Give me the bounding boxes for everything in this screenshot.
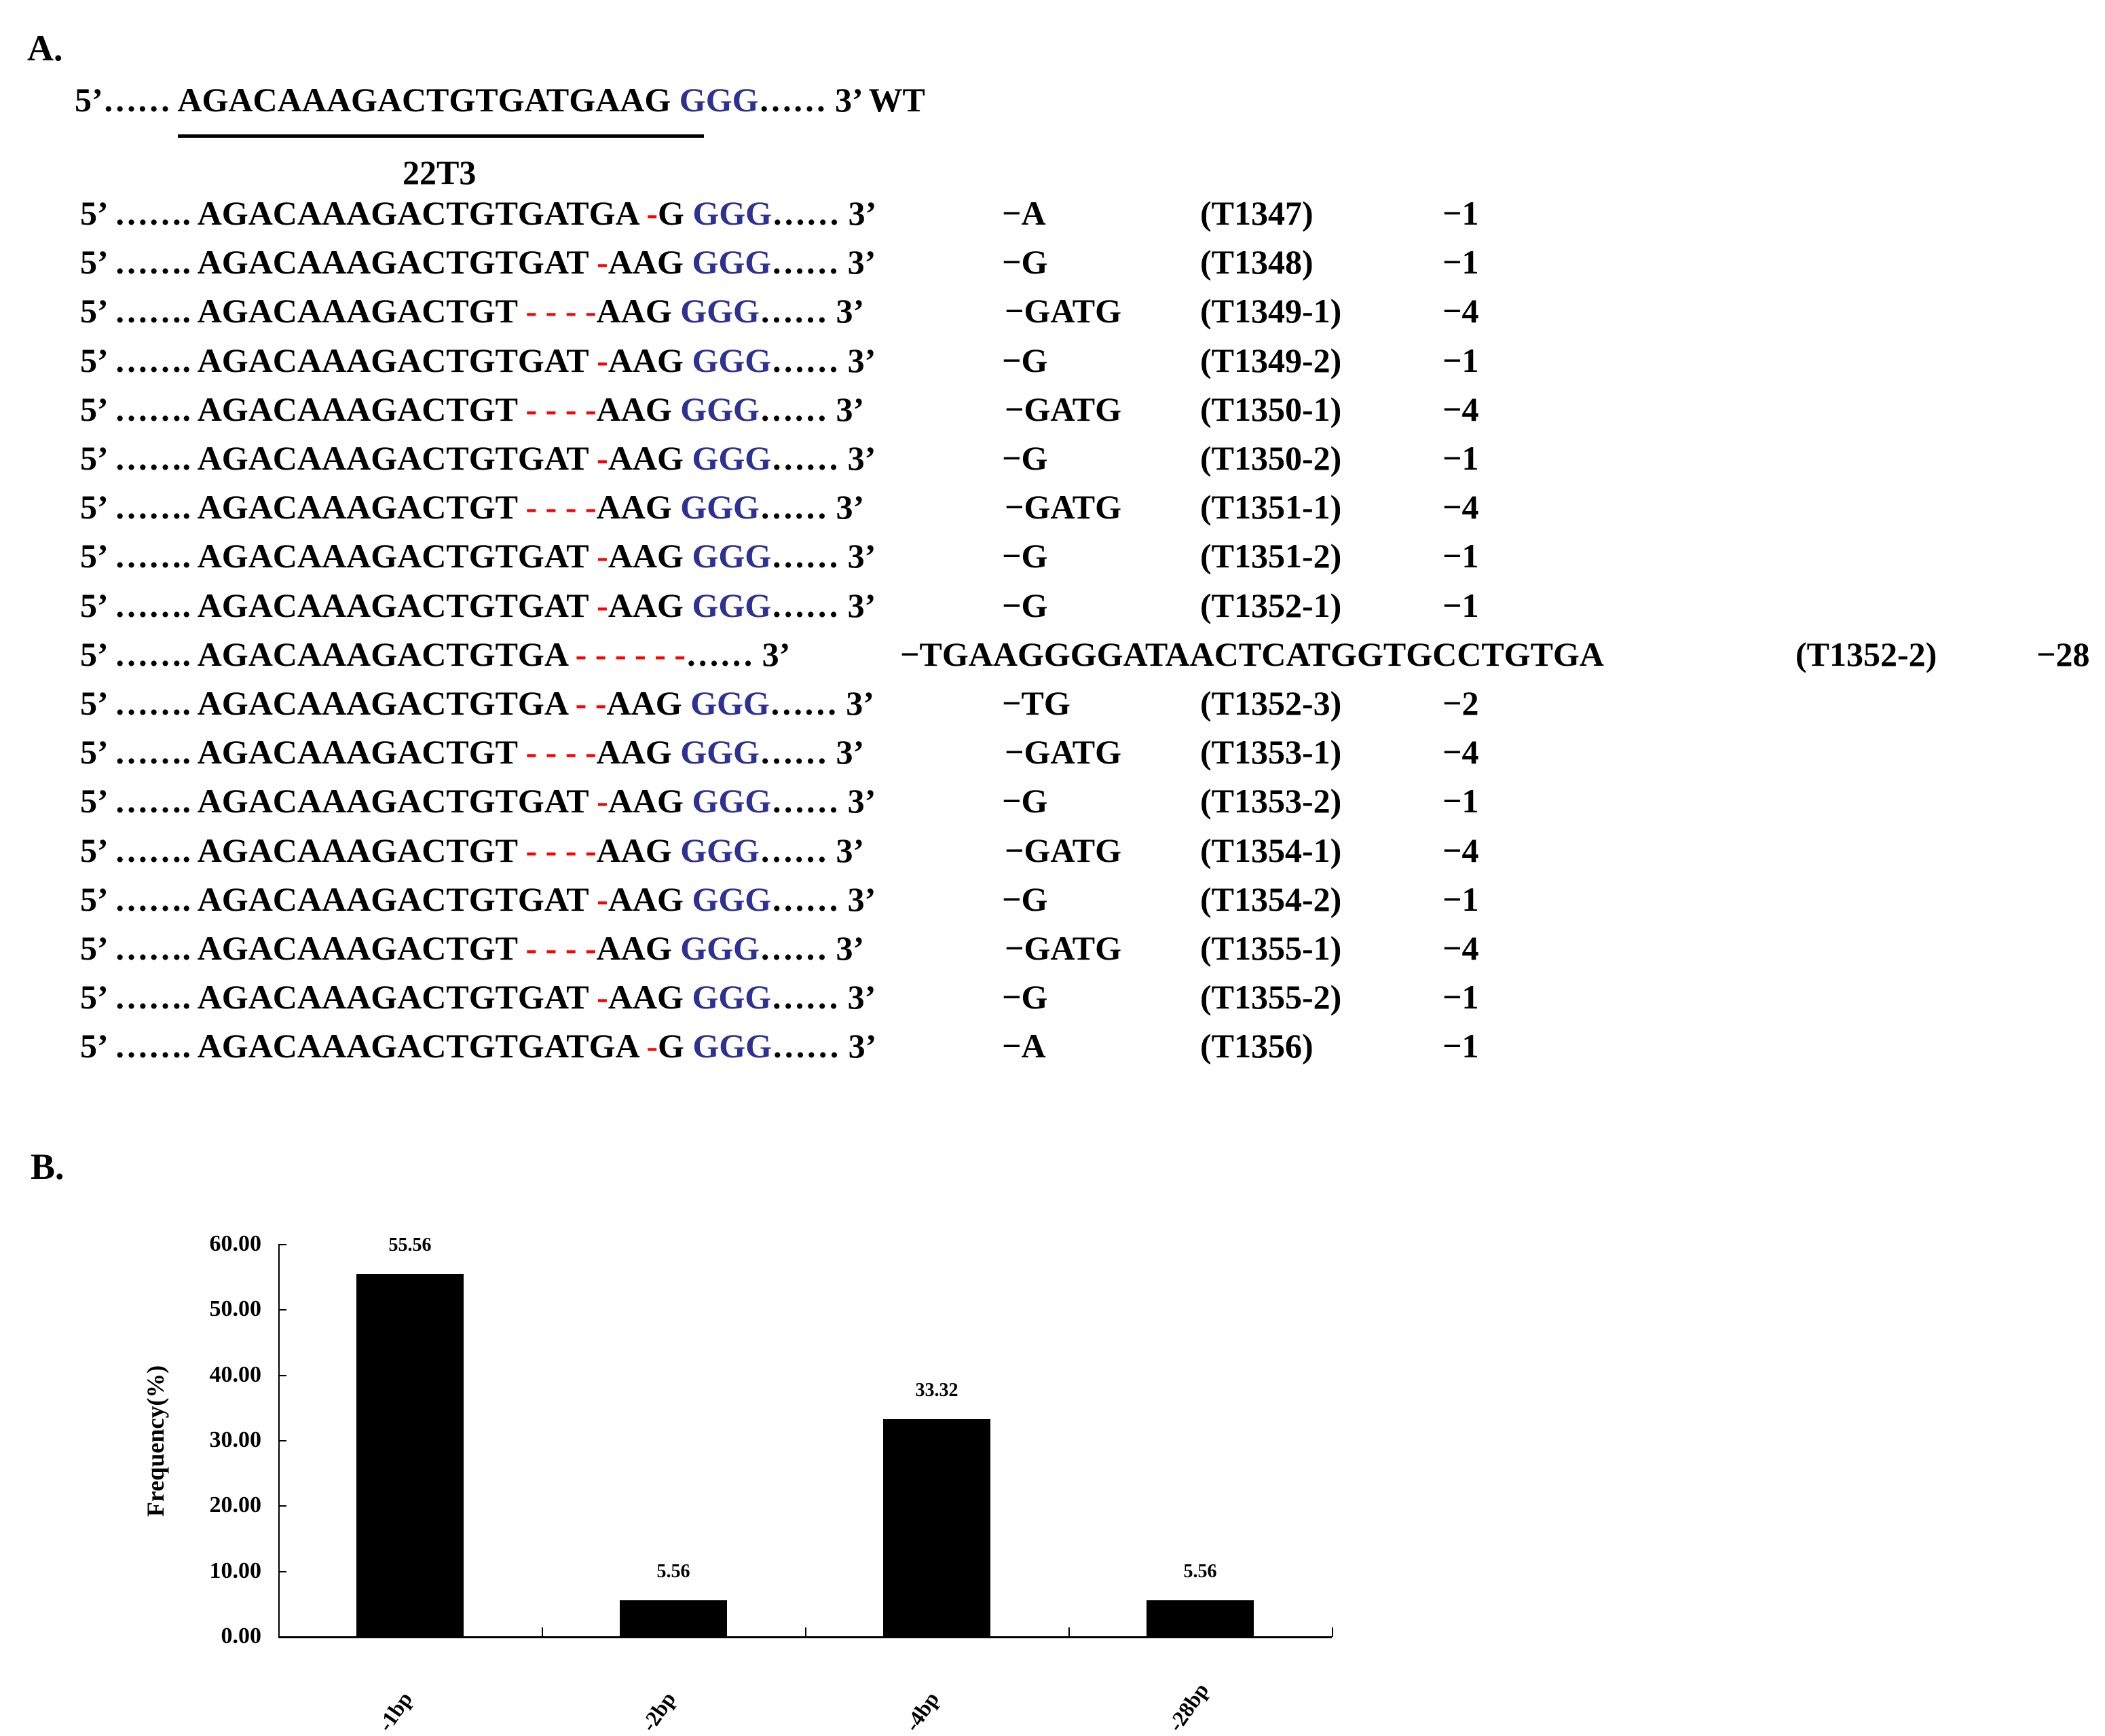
deletion-gap: - (588, 880, 608, 918)
clone-id: (T1354-2) (1200, 880, 1342, 918)
seq-post: AAG (606, 684, 682, 722)
clone-id: (T1351-1) (1200, 488, 1342, 527)
row-prefix: 5’ ……. (80, 439, 198, 477)
mutant-sequence (80, 635, 790, 674)
seq-post: AAG (608, 782, 684, 820)
row-suffix: …… 3’ (759, 733, 865, 772)
deletion-size: −4 (1442, 929, 1479, 967)
y-tick-label: 20.00 (209, 1492, 261, 1518)
seq-pre: AGACAAAGACTGTGAT (197, 243, 589, 282)
mutant-sequence (80, 683, 874, 723)
seq-pre: AGACAAAGACTGTGAT (197, 439, 589, 477)
y-tick (278, 1440, 286, 1441)
bar--4bp (883, 1419, 990, 1637)
y-tick (278, 1244, 286, 1245)
deleted-bases: −G (1002, 880, 1048, 918)
seq-post: AAG (608, 243, 684, 282)
deletion-size: −1 (1442, 782, 1479, 820)
pam: GGG (684, 194, 772, 232)
row-prefix: 5’ ……. (80, 684, 198, 722)
row-prefix: 5’ ……. (80, 537, 198, 575)
pam: GGG (682, 684, 770, 722)
mutant-sequence (80, 438, 876, 478)
seq-post: AAG (608, 341, 684, 379)
target-underline (178, 134, 704, 138)
row-prefix: 5’ ……. (80, 194, 198, 232)
row-suffix: …… 3’ (771, 439, 876, 477)
clone-id: (T1349-1) (1200, 292, 1342, 331)
row-prefix: 5’ ……. (80, 635, 198, 673)
pam: GGG (683, 586, 772, 624)
pam: GGG (683, 880, 772, 918)
deleted-bases: −TG (1002, 684, 1070, 722)
pam: GGG (683, 782, 772, 820)
seq-pre: AGACAAAGACTGTGA (197, 684, 567, 722)
seq-pre: AGACAAAGACTGTGAT (197, 341, 589, 379)
deletion-size: −28 (2036, 635, 2090, 673)
deletion-size: −2 (1442, 684, 1479, 722)
deletion-size: −1 (1442, 586, 1479, 624)
row-prefix: 5’ ……. (80, 243, 198, 282)
deletion-size: −1 (1442, 1027, 1479, 1065)
wt-prefix: 5’…… (75, 81, 171, 119)
deletion-gap: - (637, 1027, 658, 1065)
panel-b-label: B. (31, 1146, 64, 1187)
mutant-sequence (80, 928, 864, 968)
deletion-gap: - - - - - - (567, 635, 686, 673)
clone-id: (T1349-2) (1200, 341, 1342, 379)
seq-post: AAG (608, 978, 684, 1017)
seq-post: AAG (596, 292, 672, 331)
deleted-bases: −G (1002, 586, 1048, 624)
row-suffix: …… 3’ (771, 782, 876, 820)
seq-pre: AGACAAAGACTGTGAT (197, 537, 589, 575)
clone-id: (T1348) (1200, 243, 1314, 282)
bar--28bp (1147, 1600, 1254, 1637)
x-tick-label: -1bp (373, 1687, 417, 1736)
seq-pre: AGACAAAGACTGT (197, 733, 518, 772)
mutant-sequence (80, 831, 864, 870)
deletion-size: −4 (1442, 488, 1479, 527)
mutant-sequence (80, 536, 876, 575)
row-prefix: 5’ ……. (80, 1027, 198, 1065)
deletion-gap: - (588, 243, 608, 282)
deleted-bases: −A (1002, 1027, 1046, 1065)
clone-id: (T1355-1) (1200, 929, 1342, 967)
seq-post: G (657, 1027, 684, 1065)
clone-id: (T1350-2) (1200, 439, 1342, 477)
x-tick-label: -28bp (1163, 1678, 1214, 1736)
row-suffix: …… 3’ (771, 341, 876, 379)
seq-post: AAG (608, 439, 684, 477)
clone-id: (T1352-2) (1795, 635, 1937, 673)
deleted-bases: −GATG (1005, 292, 1122, 331)
seq-post: AAG (596, 390, 672, 428)
bar-value-label: 33.32 (915, 1380, 958, 1401)
x-tick (1332, 1627, 1333, 1637)
row-suffix: …… 3’ (759, 929, 865, 967)
row-prefix: 5’ ……. (80, 929, 198, 967)
y-axis-label: Frequency(%) (142, 1365, 169, 1517)
clone-id: (T1353-2) (1200, 782, 1342, 820)
row-suffix: …… 3’ (772, 1027, 877, 1065)
deletion-gap: - - - - (517, 292, 597, 331)
seq-pre: AGACAAAGACTGTGATGA (197, 1027, 638, 1065)
deletion-gap: - (637, 194, 658, 232)
mutant-sequence (80, 291, 864, 331)
seq-pre: AGACAAAGACTGT (197, 929, 518, 967)
mutant-sequence (80, 487, 864, 527)
deletion-gap: - (588, 782, 608, 820)
seq-post: AAG (596, 733, 672, 772)
y-tick (278, 1309, 286, 1310)
row-prefix: 5’ ……. (80, 586, 198, 624)
seq-post: AAG (608, 586, 684, 624)
x-tick (542, 1627, 543, 1637)
mutant-sequence (80, 341, 876, 380)
seq-pre: AGACAAAGACTGTGA (197, 635, 567, 673)
seq-post: AAG (596, 831, 672, 869)
row-prefix: 5’ ……. (80, 390, 198, 428)
y-tick-label: 30.00 (209, 1427, 261, 1452)
row-prefix: 5’ ……. (80, 880, 198, 918)
pam: GGG (671, 733, 760, 772)
row-prefix: 5’ ……. (80, 831, 198, 869)
seq-post: AAG (596, 929, 672, 967)
pam: GGG (671, 831, 760, 869)
deletion-size: −1 (1442, 439, 1479, 477)
x-tick-label: -4bp (899, 1687, 944, 1736)
row-suffix: …… 3’ (759, 488, 865, 527)
wt-pam: GGG (679, 81, 759, 119)
y-tick (278, 1505, 286, 1507)
y-tick (278, 1571, 286, 1572)
mutant-sequence (80, 781, 876, 820)
deletion-gap: - - - - (517, 390, 597, 428)
row-suffix: …… 3’ (771, 880, 876, 918)
row-suffix: …… 3’ (759, 292, 865, 331)
pam: GGG (671, 292, 760, 331)
seq-pre: AGACAAAGACTGTGAT (197, 978, 589, 1017)
deletion-size: −1 (1442, 243, 1479, 282)
y-tick-label: 10.00 (209, 1558, 261, 1583)
mutant-sequence (80, 732, 864, 772)
seq-pre: AGACAAAGACTGT (197, 488, 518, 527)
mutant-sequence (80, 193, 876, 233)
clone-id: (T1352-1) (1200, 586, 1342, 624)
deleted-bases: −G (1002, 341, 1048, 379)
seq-post: AAG (608, 880, 684, 918)
deleted-bases: −G (1002, 978, 1048, 1017)
bar-value-label: 5.56 (656, 1561, 690, 1583)
pam: GGG (671, 929, 760, 967)
row-suffix: …… 3’ (771, 537, 876, 575)
mutant-sequence (80, 880, 876, 919)
clone-id: (T1350-1) (1200, 390, 1342, 428)
pam: GGG (683, 978, 772, 1017)
y-tick-label: 60.00 (209, 1231, 261, 1256)
seq-post: AAG (608, 537, 684, 575)
row-prefix: 5’ ……. (80, 292, 198, 331)
deleted-bases: −G (1002, 782, 1048, 820)
seq-pre: AGACAAAGACTGTGAT (197, 586, 589, 624)
mutant-sequence (80, 586, 876, 625)
clone-id: (T1351-2) (1200, 537, 1342, 575)
clone-id: (T1355-2) (1200, 978, 1342, 1017)
deletion-gap: - (588, 341, 608, 379)
y-tick (278, 1375, 286, 1376)
pam: GGG (684, 1027, 772, 1065)
mutant-sequence (80, 242, 876, 282)
bar--2bp (620, 1600, 727, 1637)
bar-value-label: 5.56 (1183, 1561, 1217, 1583)
pam: GGG (683, 341, 772, 379)
clone-id: (T1356) (1200, 1027, 1314, 1065)
deletion-gap: - (588, 586, 608, 624)
y-tick-label: 40.00 (209, 1361, 261, 1387)
deletion-gap: - - - - (517, 733, 597, 772)
row-prefix: 5’ ……. (80, 978, 198, 1017)
deletion-gap: - (588, 439, 608, 477)
wt-suffix: …… 3’ WT (758, 81, 925, 119)
panel-a-label: A. (27, 28, 63, 69)
row-suffix: …… 3’ (771, 243, 876, 282)
clone-id: (T1352-3) (1200, 684, 1342, 722)
row-suffix: …… 3’ (772, 194, 877, 232)
clone-id: (T1354-1) (1200, 831, 1342, 869)
deletion-size: −1 (1442, 880, 1479, 918)
target-label: 22T3 (403, 153, 477, 191)
bar-value-label: 55.56 (388, 1234, 432, 1256)
deletion-gap: - (588, 537, 608, 575)
deletion-size: −1 (1442, 978, 1479, 1017)
y-tick-label: 50.00 (209, 1296, 261, 1322)
deletion-gap: - - - - (517, 488, 597, 527)
bar--1bp (356, 1274, 464, 1637)
row-prefix: 5’ ……. (80, 341, 198, 379)
row-prefix: 5’ ……. (80, 733, 198, 772)
deleted-bases: −GATG (1005, 488, 1122, 527)
row-prefix: 5’ ……. (80, 488, 198, 527)
deletion-size: −1 (1442, 537, 1479, 575)
clone-id: (T1347) (1200, 194, 1314, 232)
pam: GGG (671, 488, 760, 527)
deletion-gap: - (588, 978, 608, 1017)
y-tick (278, 1636, 286, 1638)
wt-sequence-line (75, 80, 925, 119)
mutant-sequence (80, 1026, 876, 1065)
seq-pre: AGACAAAGACTGTGAT (197, 880, 589, 918)
mutant-sequence (80, 390, 864, 429)
seq-pre: AGACAAAGACTGT (197, 831, 518, 869)
seq-pre: AGACAAAGACTGTGAT (197, 782, 589, 820)
deleted-bases: −GATG (1005, 733, 1122, 772)
deletion-size: −4 (1442, 733, 1479, 772)
pam: GGG (683, 439, 772, 477)
deleted-bases: −GATG (1005, 390, 1122, 428)
wt-seq: AGACAAAGACTGTGATGAAG (177, 81, 671, 119)
y-tick-label: 0.00 (221, 1623, 261, 1648)
x-tick (1068, 1627, 1070, 1637)
deleted-bases: −G (1002, 243, 1048, 282)
deleted-bases: −TGAAGGGGATAACTCATGGTGCCTGTGA (900, 635, 1604, 673)
x-tick (805, 1627, 806, 1637)
deletion-size: −4 (1442, 390, 1479, 428)
seq-post: G (657, 194, 684, 232)
deleted-bases: −GATG (1005, 929, 1122, 967)
row-prefix: 5’ ……. (80, 782, 198, 820)
clone-id: (T1353-1) (1200, 733, 1342, 772)
deletion-size: −1 (1442, 194, 1479, 232)
x-tick-label: -2bp (636, 1687, 681, 1736)
pam: GGG (683, 537, 772, 575)
pam: GGG (671, 390, 760, 428)
seq-pre: AGACAAAGACTGT (197, 292, 518, 331)
row-suffix: …… 3’ (771, 978, 876, 1017)
deletion-gap: - - - - (517, 831, 597, 869)
deleted-bases: −G (1002, 439, 1048, 477)
deleted-bases: −A (1002, 194, 1046, 232)
row-suffix: …… 3’ (759, 390, 865, 428)
mutant-sequence (80, 977, 876, 1017)
seq-post: AAG (596, 488, 672, 527)
deletion-size: −4 (1442, 831, 1479, 869)
deletion-size: −4 (1442, 292, 1479, 331)
deletion-gap: - - - - (517, 929, 597, 967)
deleted-bases: −G (1002, 537, 1048, 575)
row-suffix: …… 3’ (686, 635, 791, 673)
row-suffix: …… 3’ (759, 831, 865, 869)
row-suffix: …… 3’ (771, 586, 876, 624)
seq-pre: AGACAAAGACTGTGATGA (197, 194, 638, 232)
deletion-size: −1 (1442, 341, 1479, 379)
pam: GGG (683, 243, 772, 282)
row-suffix: …… 3’ (769, 684, 874, 722)
seq-pre: AGACAAAGACTGT (197, 390, 518, 428)
deleted-bases: −GATG (1005, 831, 1122, 869)
deletion-gap: - - (567, 684, 607, 722)
